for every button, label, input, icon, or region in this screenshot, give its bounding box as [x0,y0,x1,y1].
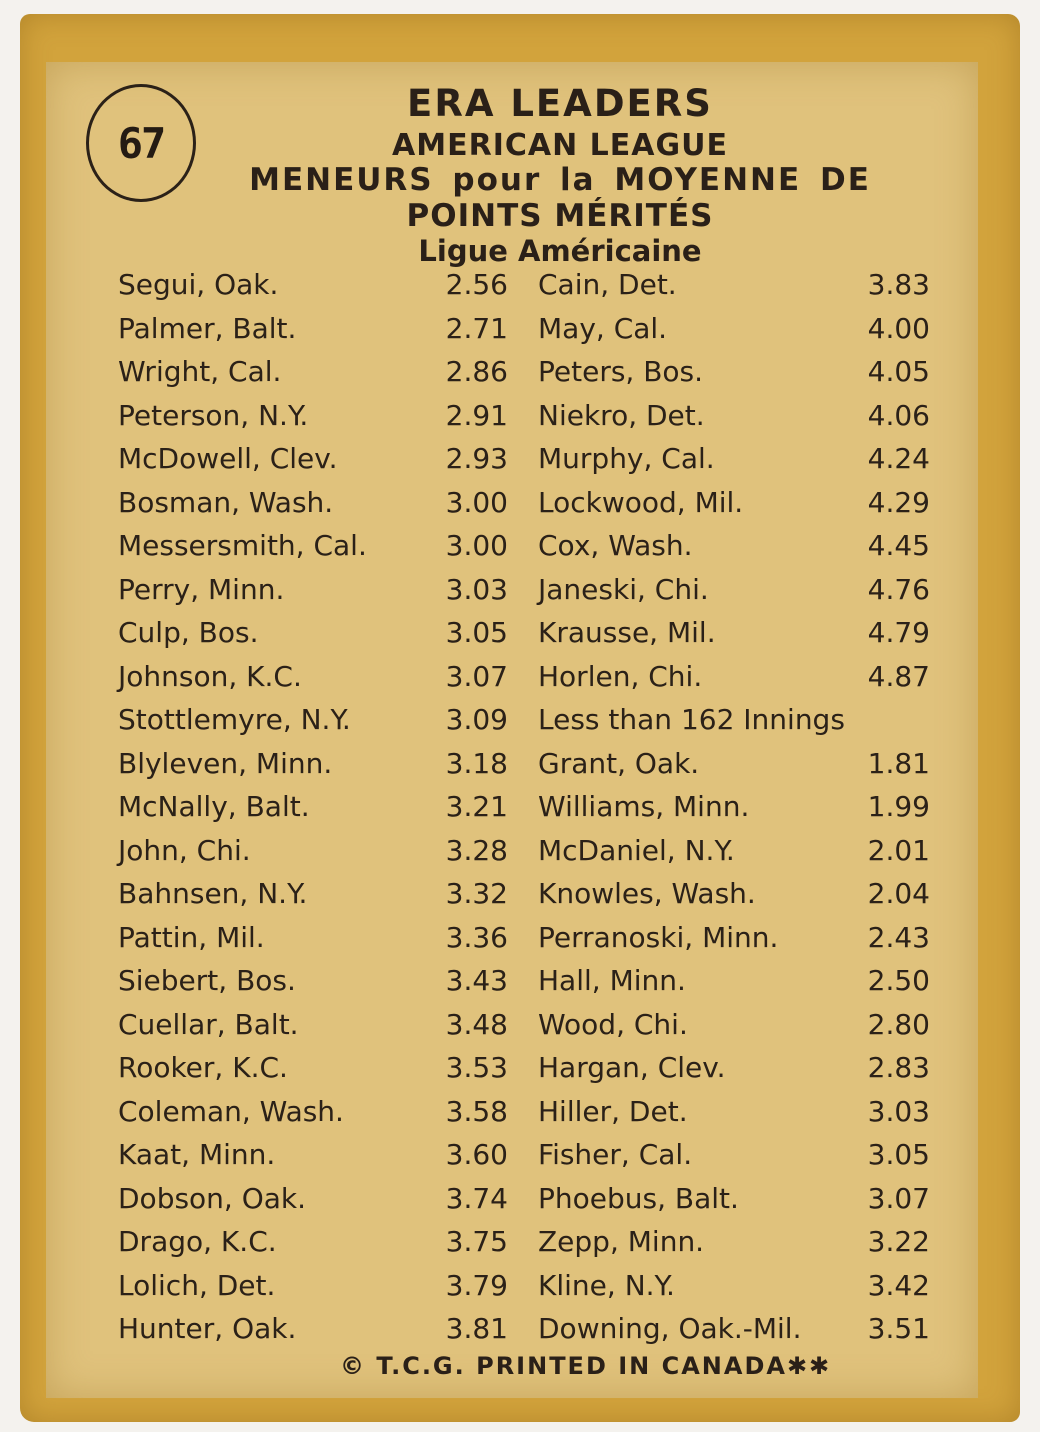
era-value: 3.74 [445,1182,508,1215]
leader-row [538,831,930,871]
leader-row [538,787,930,827]
card-title: ERA LEADERS [407,82,713,125]
pitcher-name: Coleman, Wash. [118,1095,344,1128]
era-value: 2.56 [445,268,508,301]
leader-row [118,1179,508,1219]
pitcher-name: Bosman, Wash. [118,486,334,519]
pitcher-name: Less than 162 Innings [538,703,845,736]
leader-row [118,700,508,740]
leader-row [118,526,508,566]
pitcher-name: Johnson, K.C. [118,660,302,693]
leader-row [538,961,930,1001]
pitcher-name: Krausse, Mil. [538,616,716,649]
era-value: 2.80 [867,1008,930,1041]
leader-row [538,265,930,305]
leader-row [118,613,508,653]
pitcher-name: Bahnsen, N.Y. [118,877,308,910]
pitcher-name: May, Cal. [538,312,668,345]
era-value: 4.76 [867,573,930,606]
leader-row [118,1092,508,1132]
leader-row [538,1048,930,1088]
pitcher-name: Zepp, Minn. [538,1225,705,1258]
pitcher-name: Perry, Minn. [118,573,285,606]
leader-row [538,352,930,392]
era-value: 2.86 [445,355,508,388]
era-value: 3.05 [867,1138,930,1171]
leader-row [538,570,930,610]
pitcher-name: John, Chi. [118,834,251,867]
era-value: 4.45 [867,529,930,562]
leader-row [538,439,930,479]
era-value: 3.21 [445,790,508,823]
pitcher-name: McNally, Balt. [118,790,310,823]
leader-row [118,570,508,610]
pitcher-name: Drago, K.C. [118,1225,277,1258]
era-value: 2.50 [867,964,930,997]
leader-row [118,961,508,1001]
leader-row [118,439,508,479]
pitcher-name: Segui, Oak. [118,268,279,301]
leader-row [538,613,930,653]
era-value: 2.91 [445,399,508,432]
leader-row [118,1135,508,1175]
pitcher-name: McDowell, Clev. [118,442,338,475]
french-league-subtitle: Ligue Américaine [418,234,702,268]
card-number-badge [86,84,196,202]
leader-row [538,918,930,958]
leader-row [118,396,508,436]
leader-row [538,1222,930,1262]
era-value: 3.22 [867,1225,930,1258]
pitcher-name: Janeski, Chi. [538,573,709,606]
pitcher-name: Lockwood, Mil. [538,486,744,519]
leader-row [118,265,508,305]
pitcher-name: Stottlemyre, N.Y. [118,703,351,736]
leader-row [118,1048,508,1088]
leader-row [538,1179,930,1219]
era-value: 2.71 [445,312,508,345]
leader-row [538,396,930,436]
era-value: 2.93 [445,442,508,475]
era-value: 3.00 [445,486,508,519]
era-value: 3.60 [445,1138,508,1171]
era-value: 3.58 [445,1095,508,1128]
pitcher-name: Culp, Bos. [118,616,259,649]
leader-row [538,483,930,523]
leader-row [118,744,508,784]
leader-row [538,657,930,697]
leader-row [538,1135,930,1175]
era-value: 3.51 [867,1312,930,1345]
era-value: 3.48 [445,1008,508,1041]
era-value: 3.81 [445,1312,508,1345]
pitcher-name: Murphy, Cal. [538,442,715,475]
pitcher-name: Williams, Minn. [538,790,750,823]
era-value: 1.81 [867,747,930,780]
pitcher-name: Kline, N.Y. [538,1269,675,1302]
era-value: 3.36 [445,921,508,954]
era-value: 4.00 [867,312,930,345]
era-value: 3.32 [445,877,508,910]
leader-row [118,483,508,523]
era-value: 3.00 [445,529,508,562]
leader-row [538,1005,930,1045]
pitcher-name: Blyleven, Minn. [118,747,333,780]
leader-row [538,1266,930,1306]
era-value: 3.83 [867,268,930,301]
pitcher-name: Palmer, Balt. [118,312,297,345]
leader-row [538,1309,930,1349]
era-value: 3.42 [867,1269,930,1302]
leader-row [118,1309,508,1349]
pitcher-name: McDaniel, N.Y. [538,834,735,867]
era-value: 4.79 [867,616,930,649]
era-value: 4.29 [867,486,930,519]
leader-row [118,1005,508,1045]
era-value: 4.06 [867,399,930,432]
french-title-line2: POINTS MÉRITÉS [406,198,714,234]
leader-row [538,874,930,914]
pitcher-name: Kaat, Minn. [118,1138,276,1171]
pitcher-name: Fisher, Cal. [538,1138,693,1171]
era-value: 3.43 [445,964,508,997]
pitcher-name: Perranoski, Minn. [538,921,779,954]
leader-row [538,1092,930,1132]
pitcher-name: Lolich, Det. [118,1269,276,1302]
era-value: 3.03 [867,1095,930,1128]
era-value: 3.07 [445,660,508,693]
pitcher-name: Phoebus, Balt. [538,1182,739,1215]
era-value: 2.83 [867,1051,930,1084]
french-title-line1: MENEURS pour la MOYENNE DE [249,162,871,198]
era-value: 3.53 [445,1051,508,1084]
era-value: 3.07 [867,1182,930,1215]
era-value: 3.75 [445,1225,508,1258]
league-subtitle: AMERICAN LEAGUE [392,128,728,163]
pitcher-name: Hall, Minn. [538,964,686,997]
era-value: 2.43 [867,921,930,954]
leader-row [538,309,930,349]
leader-row [118,309,508,349]
pitcher-name: Rooker, K.C. [118,1051,288,1084]
leader-row [538,526,930,566]
era-value: 3.03 [445,573,508,606]
pitcher-name: Cuellar, Balt. [118,1008,299,1041]
leader-row [118,831,508,871]
pitcher-name: Niekro, Det. [538,399,705,432]
pitcher-name: Knowles, Wash. [538,877,756,910]
pitcher-name: Hargan, Clev. [538,1051,726,1084]
leader-row [118,874,508,914]
pitcher-name: Horlen, Chi. [538,660,703,693]
pitcher-name: Dobson, Oak. [118,1182,307,1215]
pitcher-name: Peterson, N.Y. [118,399,309,432]
pitcher-name: Siebert, Bos. [118,964,296,997]
era-value: 3.18 [445,747,508,780]
leader-row [118,352,508,392]
leader-row [118,657,508,697]
pitcher-name: Grant, Oak. [538,747,700,780]
era-value: 3.05 [445,616,508,649]
leader-row [538,744,930,784]
copyright-footer: © T.C.G. PRINTED IN CANADA✱✱ [340,1352,832,1380]
era-value: 2.04 [867,877,930,910]
era-value: 4.87 [867,660,930,693]
leader-row [118,787,508,827]
pitcher-name: Cox, Wash. [538,529,693,562]
pitcher-name: Wright, Cal. [118,355,282,388]
era-value: 4.24 [867,442,930,475]
pitcher-name: Cain, Det. [538,268,677,301]
leader-row [118,1266,508,1306]
era-value: 3.79 [445,1269,508,1302]
pitcher-name: Messersmith, Cal. [118,529,367,562]
era-value: 3.09 [445,703,508,736]
era-value: 1.99 [867,790,930,823]
leader-row [118,1222,508,1262]
pitcher-name: Wood, Chi. [538,1008,688,1041]
card-number: 67 [117,118,165,168]
pitcher-name: Pattin, Mil. [118,921,265,954]
era-value: 2.01 [867,834,930,867]
pitcher-name: Hunter, Oak. [118,1312,297,1345]
pitcher-name: Hiller, Det. [538,1095,688,1128]
era-value: 4.05 [867,355,930,388]
leader-row [118,918,508,958]
era-value: 3.28 [445,834,508,867]
leader-row [538,700,930,740]
pitcher-name: Peters, Bos. [538,355,704,388]
pitcher-name: Downing, Oak.-Mil. [538,1312,802,1345]
